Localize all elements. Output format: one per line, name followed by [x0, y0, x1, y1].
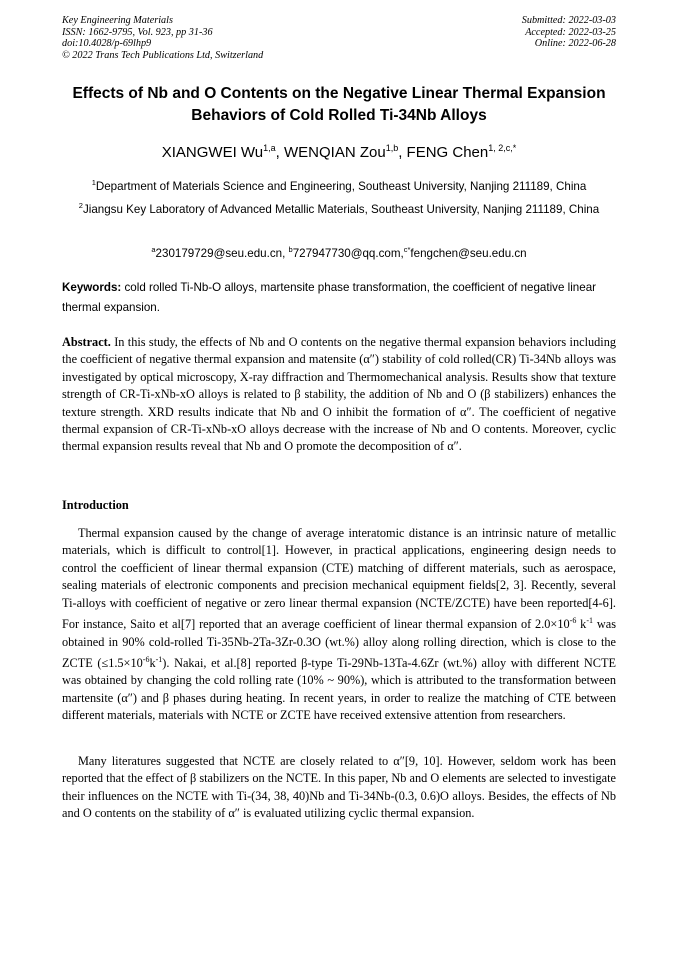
affiliation	[62, 173, 616, 197]
citation: [7]	[180, 617, 196, 632]
keywords-text: cold rolled Ti-Nb-O alloys, martensite phase transformation, the coefficient of negative linear thermal expansion.	[62, 281, 597, 314]
author-list: XIANGWEI Wu$^{1,a}$, WENQIAN Zou$^{1,b}$, FENG Chen$^{1, 2,c,*}$	[161, 143, 517, 161]
email-address: 727947730@qq.com,	[292, 246, 404, 260]
affiliation-text: Jiangsu Key Laboratory of Advanced Metallic Materials, Southeast University, Nanjing 211189, China	[82, 202, 600, 216]
paragraph-text: Thermal expansion caused by the change of average interatomic distance is an intrinsic nature of metallic materials, which is difficult to control[1]. However, in practical applications, engineering design needs to control the coefficient of linear thermal expansion (CTE) matching of different materials, such as aerospace, sealing materials of electronic components and precision mechanical equipment fields[2, 3]. Recently, several Ti-alloys with coefficient of negative or zero linear thermal expansion (NCTE/ZCTE) have been reported[4-6]. For instance, Saito et al	[62, 526, 616, 632]
author-affiliation-mark: 1,a	[263, 143, 276, 153]
section-heading: Introduction	[62, 498, 129, 512]
online-date: Online: 2022-06-28	[534, 38, 616, 50]
journal-issn: ISSN: 1662-9795, Vol. 923, pp 31-36	[62, 26, 213, 38]
email-address: 230179729@seu.edu.cn,	[155, 246, 289, 260]
keywords	[62, 278, 616, 318]
author-name: XIANGWEI Wu	[161, 144, 264, 161]
journal-info	[62, 15, 263, 61]
email-mark: c*	[403, 245, 411, 254]
journal-name: Key Engineering Materials	[62, 15, 173, 26]
paragraph-text: k	[576, 617, 587, 632]
abstract-label: Abstract.	[62, 335, 111, 349]
paragraph-text: reported that an average coefficient of linear thermal expansion of 2.0×10	[195, 617, 570, 632]
paragraph-text: k	[149, 656, 156, 671]
affiliation	[62, 196, 616, 220]
email-mark: a	[151, 245, 156, 254]
submitted-date: Submitted: 2022-03-03	[521, 15, 616, 26]
paragraph-text: was obtained in 90% cold-rolled Ti-35Nb-2Ta-3Zr-0.3O (wt.%) alloy along rolling direction, which is close to the ZCTE (≤1.5×10	[62, 617, 616, 671]
author-name: FENG Chen	[406, 144, 489, 161]
author-affiliation-mark: 1,b	[385, 143, 399, 153]
affiliation-mark: 1	[91, 178, 96, 187]
author-name: WENQIAN Zou	[284, 144, 386, 161]
accepted-date: Accepted: 2022-03-25	[525, 26, 616, 38]
abstract-text: In this study, the effects of Nb and O contents on the negative thermal expansion behaviors including the coefficient of negative thermal expansion and matensite (α″) stability of cold rolled(CR) Ti-34Nb alloys was investigated by optical microscopy, X-ray diffraction and Thermomechanical analysis. Results show that texture strength of CR-Ti-xNb-xO alloys is related to β stability, the addition of Nb and O (β stabilizers) enhances the texture strength. XRD results indicate that Nb and O inhibit the formation of α″. The coefficient of negative thermal expansion of CR-Ti-xNb-xO alloys decrease with the increase of Nb and O contents. Moreover, cyclic thermal expansion results reveal that Nb and O promote the decomposition of α″.	[62, 335, 616, 454]
abstract	[62, 334, 616, 456]
email-mark: b	[288, 245, 293, 254]
affiliation-mark: 2	[78, 201, 83, 210]
superscript: -6	[569, 616, 577, 626]
publication-dates	[522, 15, 616, 50]
journal-doi: doi:10.4028/p-69lhp9	[62, 38, 152, 50]
keywords-label: Keywords:	[62, 281, 122, 294]
superscript: -1	[155, 654, 163, 664]
paper-title: Effects of Nb and O Contents on the Negative Linear Thermal Expansion Behaviors of Cold Rolled Ti-34Nb Alloys	[72, 85, 606, 124]
body-paragraph	[62, 525, 616, 725]
author-affiliation-mark: 1, 2,c,*	[488, 143, 517, 153]
superscript: -1	[586, 616, 593, 626]
journal-copyright: © 2022 Trans Tech Publications Ltd, Switzerland	[62, 49, 264, 61]
author-emails	[62, 240, 616, 264]
body-paragraph: Many literatures suggested that NCTE are closely related to α″[9, 10]. However, seldom work has been reported that the effect of β stabilizers on the NCTE. In this paper, Nb and O elements are selected to investigate their influences on the NCTE with Ti-(34, 38, 40)Nb and Ti-34Nb-(0.3, 0.6)O alloys. Besides, the effects of Nb and O contents on the stability of α″ is evaluated utilizing cyclic thermal expansion.	[62, 754, 616, 821]
email-address: fengchen@seu.edu.cn	[410, 246, 527, 260]
affiliation-text: Department of Materials Science and Engineering, Southeast University, Nanjing 211189, China	[95, 179, 587, 193]
superscript: -6	[142, 654, 150, 664]
paragraph-text: ). Nakai, et al.[8] reported β-type Ti-29Nb-13Ta-4.6Zr (wt.%) alloy with different NCTE was obtained by changing the cold rolling rate (10% ~ 90%), which is attributed to the transformation between martensite (α″) and β phases during heating. In recent years, in order to realize the matching of CTE between different materials, materials with NCTE or ZCTE have received extensive attention from researchers.	[62, 656, 616, 723]
